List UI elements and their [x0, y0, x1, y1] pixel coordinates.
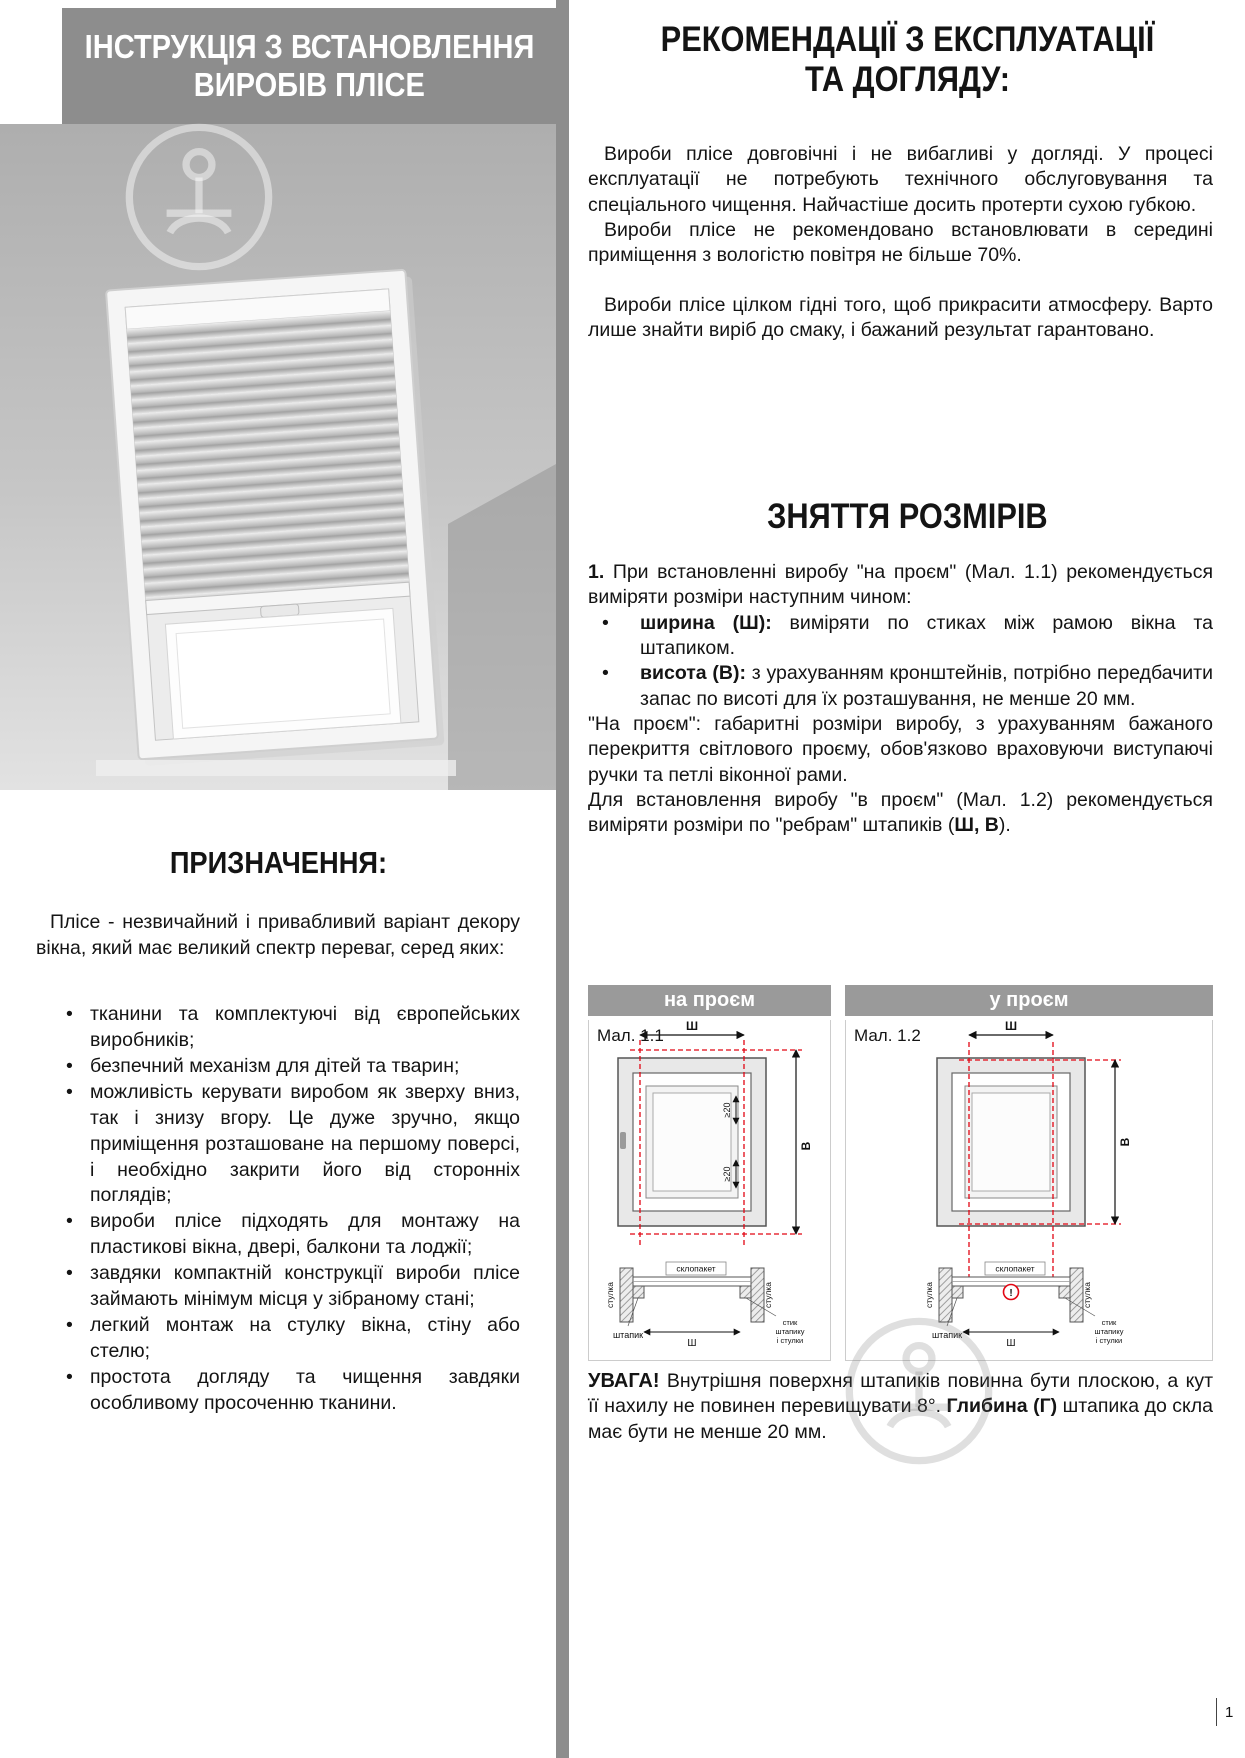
figure-header-na-proem: на проєм — [588, 985, 831, 1016]
bead-left — [952, 1286, 963, 1298]
svg-text:і стулки: і стулки — [776, 1336, 803, 1345]
attention-paragraph: УВАГА! Внутрішня поверхня штапиків повинна бути плоскою, а кут її нахилу не повинен перевищувати 8°. Глибина (Г) штапика до скла має бути не менше 20 мм. — [588, 1370, 1213, 1443]
product-illustration — [0, 124, 556, 790]
diagram-u-proem — [909, 1020, 1149, 1354]
care-paragraph-2: Вироби плісе не рекомендовано встановлювати в середині приміщення з вологістю повітря не більше 70%. — [588, 219, 1213, 267]
attention-label: УВАГА! — [588, 1370, 660, 1392]
left-header-banner — [62, 8, 556, 124]
cross-section — [605, 1262, 805, 1349]
pleated-shade — [127, 311, 409, 601]
footer-rule — [1216, 1698, 1217, 1726]
warning-mark: ! — [1009, 1288, 1013, 1299]
bead-right — [740, 1286, 751, 1298]
svg-text:≥20: ≥20 — [721, 1166, 732, 1182]
v-proem-paragraph: Для встановлення виробу "в проєм" (Мал. 1.2) рекомендується виміряти розміри по "ребрам" штапиків (Ш, В). — [588, 789, 1213, 837]
figure-na-proem — [588, 985, 831, 1361]
care-paragraphs — [588, 142, 1213, 343]
sash-label-left: стулка — [924, 1282, 934, 1308]
care-paragraph-3: Вироби плісе цілком гідні того, щоб прикрасити атмосферу. Варто лише знайти виріб до смаку, і бажаний результат гарантовано. — [588, 293, 1213, 342]
page-footer — [1216, 1698, 1233, 1726]
glazing-label: склопакет — [675, 1263, 716, 1274]
width-dimension — [969, 1020, 1053, 1035]
cross-section — [924, 1262, 1124, 1349]
width-label-bottom: Ш — [686, 1338, 697, 1349]
measuring-block — [588, 560, 1213, 839]
svg-text:В: В — [1118, 1137, 1132, 1147]
page-number: 1 — [1225, 1703, 1234, 1721]
bead-label: штапик — [612, 1330, 643, 1340]
svg-text:Ш: Ш — [685, 1020, 698, 1033]
joint-label: стик — [782, 1318, 797, 1327]
diagram-na-proem — [590, 1020, 830, 1354]
purpose-intro: Плісе - незвичайний і привабливий варіант декору вікна, який має великий спектр переваг, серед яких: — [36, 911, 520, 959]
window-photo — [0, 124, 556, 790]
care-title-line1: РЕКОМЕНДАЦІЇ З ЕКСПЛУАТАЦІЇ — [660, 20, 1154, 59]
list-item: • завдяки компактній конструкції вироби плісе займають мінімум місця у зібраному стані; — [36, 1261, 520, 1313]
sash-label-left: стулка — [604, 1282, 615, 1308]
window-group — [106, 269, 445, 766]
window-handle — [620, 1132, 626, 1149]
care-title — [569, 20, 1245, 99]
measuring-title: ЗНЯТТЯ РОЗМІРІВ — [766, 497, 1048, 536]
svg-text:штапику: штапику — [1094, 1327, 1124, 1336]
list-item: • безпечний механізм для дітей та тварин; — [36, 1054, 520, 1080]
step-number: 1. — [588, 561, 605, 583]
figure-header-u-proem: у проєм — [845, 985, 1213, 1016]
bead-right — [1059, 1286, 1070, 1298]
window-drawing — [937, 1058, 1085, 1226]
header-title-line1: ІНСТРУКЦІЯ З ВСТАНОВЛЕННЯ — [84, 27, 534, 65]
bead-left — [633, 1286, 644, 1298]
joint-label: стик — [1101, 1318, 1117, 1327]
measuring-step-1: 1. При встановленні виробу "на проєм" (Мал. 1.1) рекомендується виміряти розміри наступним чином: — [588, 561, 1213, 609]
care-title-line2: ТА ДОГЛЯДУ: — [804, 59, 1010, 99]
height-dimension — [1115, 1060, 1132, 1224]
measuring-list — [588, 611, 1213, 712]
glazing-label: склопакет — [995, 1263, 1035, 1274]
svg-text:≥20: ≥20 — [721, 1102, 732, 1118]
list-item-width: • ширина (Ш): виміряти по стиках між рамою вікна та штапиком. — [588, 611, 1213, 662]
sash-label-right: стулка — [762, 1282, 773, 1308]
na-proem-paragraph: "На проєм": габаритні розміри виробу, з урахуванням бажаного перекриття світлового проєму, обов'язково враховуючи виступаючі ручки та петлі віконної рами. — [588, 713, 1213, 786]
figure-caption-1-1: Мал. 1.1 — [597, 1026, 664, 1045]
list-item: • вироби плісе підходять для монтажу на пластикові вікна, двері, балкони та лоджії; — [36, 1209, 520, 1261]
svg-text:Ш: Ш — [1004, 1020, 1018, 1033]
list-item: • тканини та комплектуючі від європейських виробників; — [36, 1002, 520, 1054]
svg-text:В: В — [798, 1141, 813, 1151]
list-item: • простота догляду та чищення завдяки особливому просоченню тканини. — [36, 1365, 520, 1417]
figure-caption-1-2: Мал. 1.2 — [854, 1026, 921, 1045]
purpose-list — [36, 1002, 520, 1417]
bead-label: штапик — [931, 1330, 963, 1340]
care-paragraph-1: Вироби плісе довговічні і не вибагливі у догляді. У процесі експлуатації не потребують технічного обслуговування та спеціального чищення. Найчастіше досить протерти сухою губкою. — [588, 143, 1213, 216]
header-title-line2: ВИРОБІВ ПЛІСЕ — [193, 66, 425, 103]
figure-u-proem — [845, 985, 1213, 1361]
list-item: • можливість керувати виробом як зверху вниз, так і знизу вгору. Це дуже зручно, якщо приміщення розташоване на першому поверсі, і необхідно закрити його від сторонніх поглядів; — [36, 1080, 520, 1210]
list-item: • легкий монтаж на стулку вікна, стіну або стелю; — [36, 1313, 520, 1365]
sash-profile-left — [620, 1268, 633, 1322]
svg-text:штапику: штапику — [775, 1327, 804, 1336]
window-sill — [96, 760, 456, 776]
column-divider — [556, 0, 569, 1758]
height-dimension — [796, 1050, 813, 1234]
svg-text:і стулки: і стулки — [1095, 1336, 1123, 1345]
list-item-height: • висота (В): з урахуванням кронштейнів, потрібно передбачити запас по висоті для їх розташування, не менше 20 мм. — [588, 661, 1213, 712]
sash-label-right: стулка — [1082, 1282, 1092, 1308]
purpose-title: ПРИЗНАЧЕННЯ: — [169, 845, 387, 880]
width-label-bottom: Ш — [1006, 1338, 1016, 1349]
sash-profile-left — [939, 1268, 952, 1322]
